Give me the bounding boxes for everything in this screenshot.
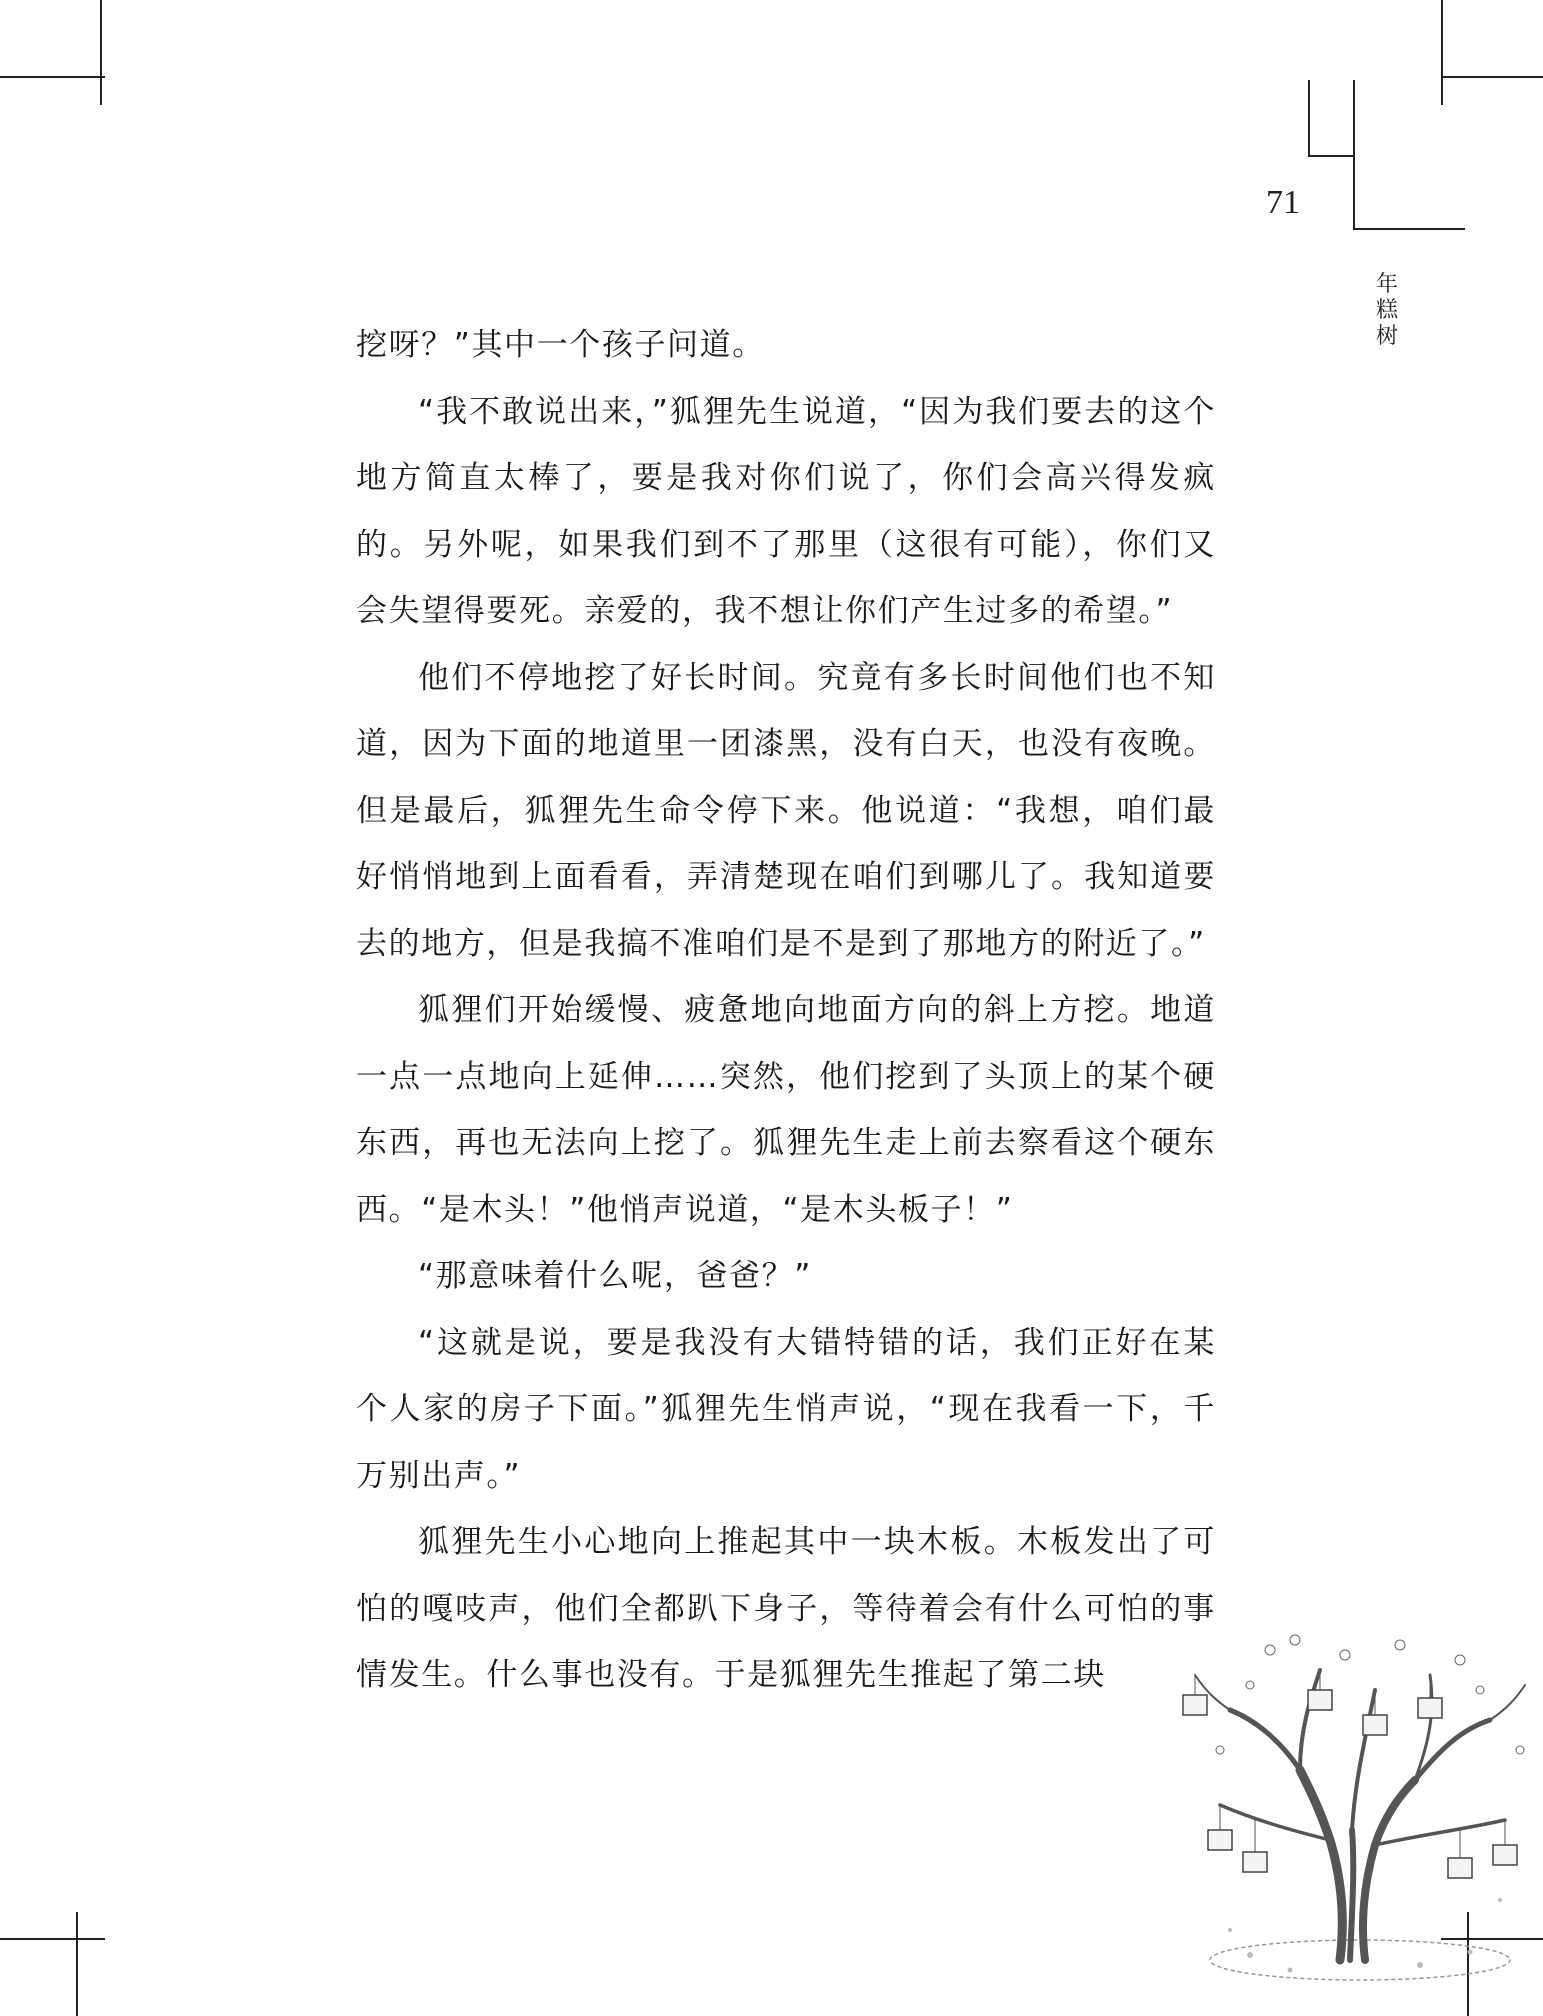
crop-mark-bottom-left-horizontal xyxy=(0,1938,105,1940)
running-title xyxy=(1372,272,1402,350)
paragraph: 他们不停地挖了好长时间。究竟有多长时间他们也不知道，因为下面的地道里一团漆黑，没有白天，也没有夜晚。但是最后，狐狸先生命令停下来。他说道：“我想，咱们最好悄悄地到上面看看，弄清楚现在咱们到哪儿了。我知道要去的地方，但是我搞不准咱们是不是到了那地方的附近了。” xyxy=(356,659,1216,962)
header-rule-right xyxy=(1353,80,1355,230)
running-title-char: 树 xyxy=(1375,324,1398,349)
page-number: 71 xyxy=(1266,184,1300,221)
tree-illustration xyxy=(1160,1630,1543,1990)
running-title-char: 糕 xyxy=(1375,298,1398,323)
crop-mark-top-right-vertical xyxy=(1441,0,1443,105)
crop-mark-top-left-horizontal xyxy=(0,76,105,78)
body-text xyxy=(356,312,1216,1709)
header-rule-top xyxy=(1308,155,1353,157)
crop-mark-top-left-vertical xyxy=(100,0,102,105)
paragraph: 狐狸们开始缓慢、疲惫地向地面方向的斜上方挖。地道一点一点地向上延伸……突然，他们挖到了头顶上的某个硬东西，再也无法向上挖了。狐狸先生走上前去察看这个硬东西。“是木头！”他悄声说道，“是木头板子！” xyxy=(356,992,1216,1228)
paragraph: 挖呀？”其中一个孩子问道。 xyxy=(356,327,765,363)
crop-mark-bottom-left-vertical xyxy=(76,1912,78,2016)
running-title-char: 年 xyxy=(1375,272,1398,297)
paragraph: 狐狸先生小心地向上推起其中一块木板。木板发出了可怕的嘎吱声，他们全都趴下身子，等待着会有什么可怕的事情发生。什么事也没有。于是狐狸先生推起了第二块 xyxy=(356,1524,1216,1693)
paragraph: “我不敢说出来，”狐狸先生说道，“因为我们要去的这个地方简直太棒了，要是我对你们说了，你们会高兴得发疯的。另外呢，如果我们到不了那里（这很有可能），你们又会失望得要死。亲爱的，我不想让你们产生过多的希望。” xyxy=(356,393,1216,629)
paragraph: “这就是说，要是我没有大错特错的话，我们正好在某个人家的房子下面。”狐狸先生悄声说，“现在我看一下，千万别出声。” xyxy=(356,1324,1216,1494)
header-rule-left xyxy=(1308,80,1310,155)
header-rule-bottom xyxy=(1353,228,1465,230)
crop-mark-top-right-horizontal xyxy=(1441,76,1543,78)
paragraph: “那意味着什么呢，爸爸？” xyxy=(418,1258,812,1294)
